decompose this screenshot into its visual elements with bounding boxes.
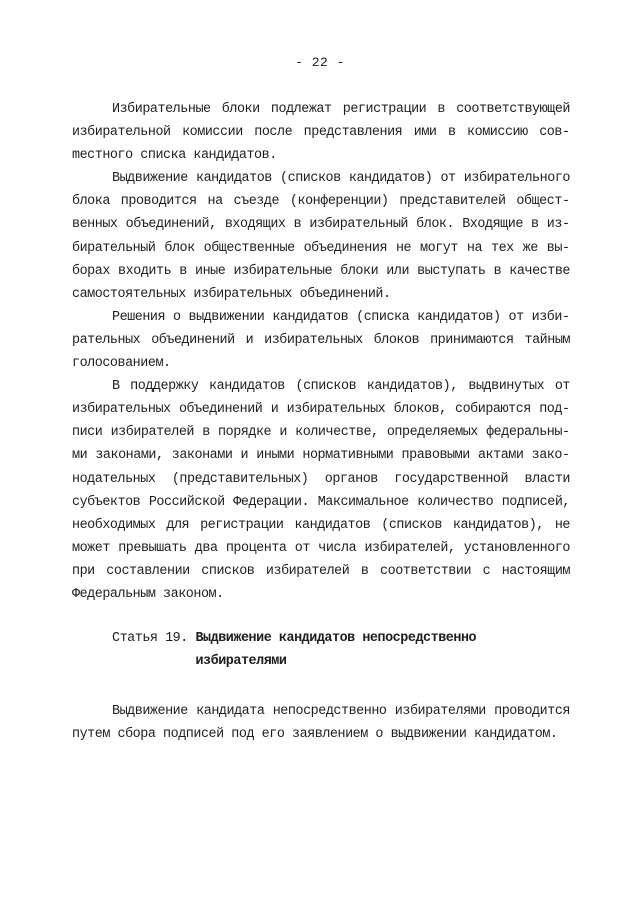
body-text <box>72 98 570 606</box>
paragraph-direct-nomination: Выдвижение кандидата непосредственно избирателями проводится путем сбора подписей под его заявлением о выдвижении кандидатом. <box>72 704 570 743</box>
page-number: - 22 - <box>295 55 345 70</box>
article-number: Статья 19. <box>112 631 188 646</box>
article-title: Выдвижение кандидатов непосредственно избирателями <box>195 631 477 670</box>
paragraph-secret-ballot: Решения о выдвижении кандидатов (списка кандидатов) от избирательных объединений и избирательных блоков принимаются тайным голосованием. <box>72 309 570 372</box>
paragraph-signature-collection: В поддержку кандидатов (списков кандидатов), выдвинутых от избирательных объединений и избирательных блоков, собираются подписи избирателей в порядке и количестве, определяемых федеральными законами, законами и иными нормативными правовыми актами законодательных (представительных) органов государственной власти субъектов Российской Федерации. Максимальное количество подписей, необходимых для регистрации кандидатов (списков кандидатов), не может превышать два процента от числа избирателей, установленного при составлении списков избирателей в соответствии с настоящим Федеральным законом. <box>72 379 570 602</box>
article-heading <box>112 627 572 673</box>
paragraph-nomination-congress: Выдвижение кандидатов (списков кандидатов) от избирательного блока проводится на съезде (конференции) представителей общественных объединений, входящих в избирательный блок. Входящие в избирательный блок общественные объединения не могут на тех же выборах входить в иные избирательные блоки или выступать в качестве самостоятельных избирательных объединений. <box>72 171 570 302</box>
paragraph-blocks-registration: Избирательные блоки подлежат регистрации в соответствующей избирательной комиссии после представления ими в комиссию совmестного списка кандидатов. <box>72 102 570 164</box>
